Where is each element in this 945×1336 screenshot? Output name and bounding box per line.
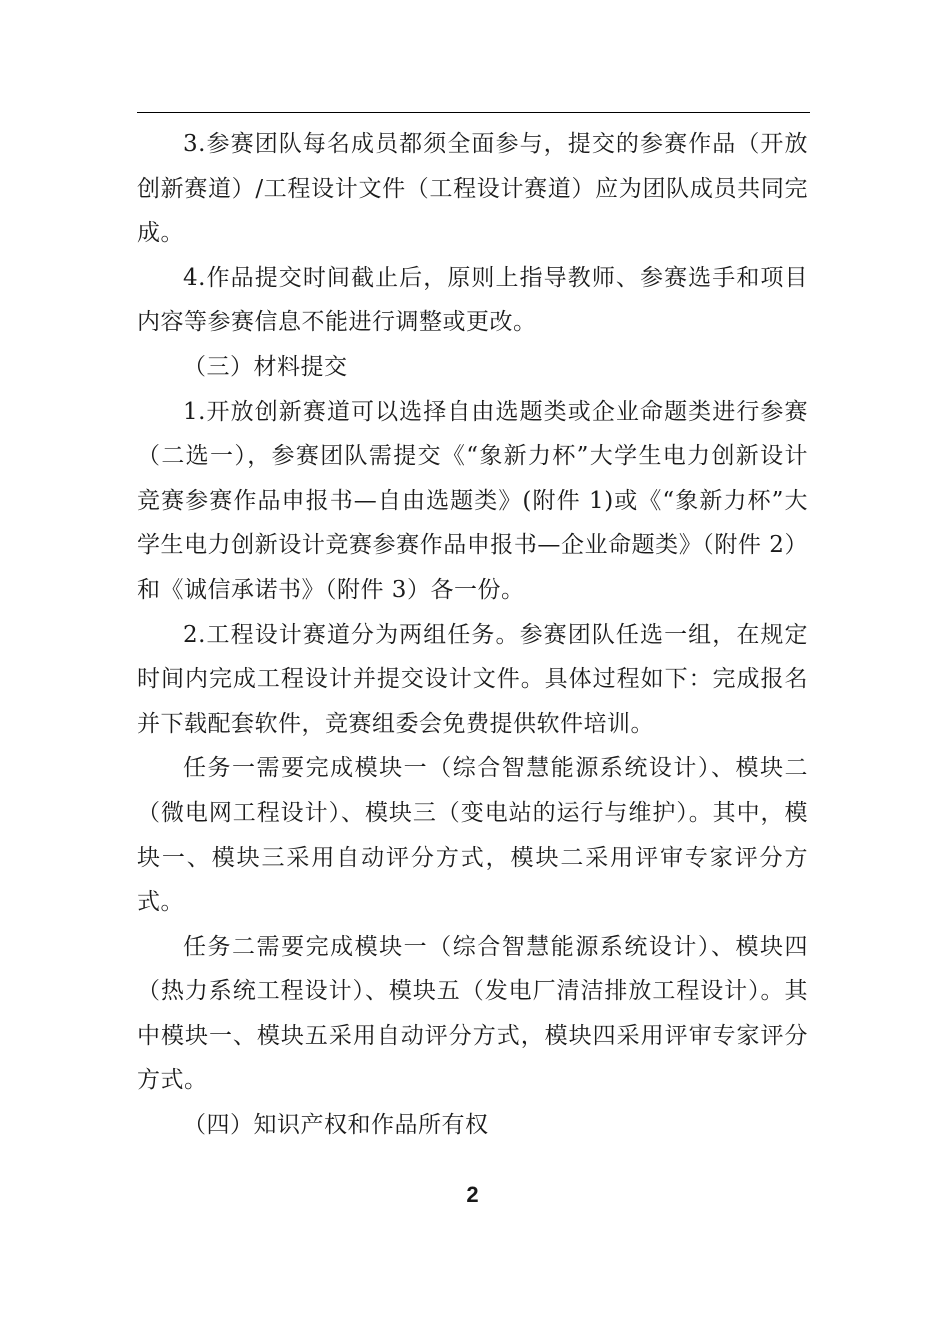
page-number: 2 xyxy=(466,1182,479,1207)
document-body xyxy=(137,122,808,1148)
header-rule xyxy=(137,112,810,113)
paragraph-task-one: 任务一需要完成模块一（综合智慧能源系统设计）、模块二（微电网工程设计）、模块三（变电站的运行与维护）。其中，模块一、模块三采用自动评分方式，模块二采用评审专家评分方式。 xyxy=(137,755,808,916)
paragraph-engineering-design-track: 2.工程设计赛道分为两组任务。参赛团队任选一组，在规定时间内完成工程设计并提交设计文件。具体过程如下：完成报名并下载配套软件，竞赛组委会免费提供软件培训。 xyxy=(137,621,808,737)
section-heading-ip: （四）知识产权和作品所有权 xyxy=(183,1112,489,1139)
paragraph-submission-deadline: 4.作品提交时间截止后，原则上指导教师、参赛选手和项目内容等参赛信息不能进行调整或更改。 xyxy=(137,264,808,336)
paragraph-task-two: 任务二需要完成模块一（综合智慧能源系统设计）、模块四（热力系统工程设计）、模块五（发电厂清洁排放工程设计）。其中模块一、模块五采用自动评分方式，模块四采用评审专家评分方式。 xyxy=(137,933,808,1094)
section-heading-materials: （三）材料提交 xyxy=(183,353,348,380)
paragraph-team-participation: 3.参赛团队每名成员都须全面参与，提交的参赛作品（开放创新赛道）/工程设计文件（工程设计赛道）应为团队成员共同完成。 xyxy=(137,131,808,247)
paragraph-open-innovation-track: 1.开放创新赛道可以选择自由选题类或企业命题类进行参赛（二选一），参赛团队需提交《“象新力杯”大学生电力创新设计竞赛参赛作品申报书—自由选题类》(附件 1)或《“象新力杯”大学生电力创新设计竞赛参赛作品申报书—企业命题类》（附件 2）和《诚信承诺书》（附件 3）各一份。 xyxy=(137,398,808,603)
